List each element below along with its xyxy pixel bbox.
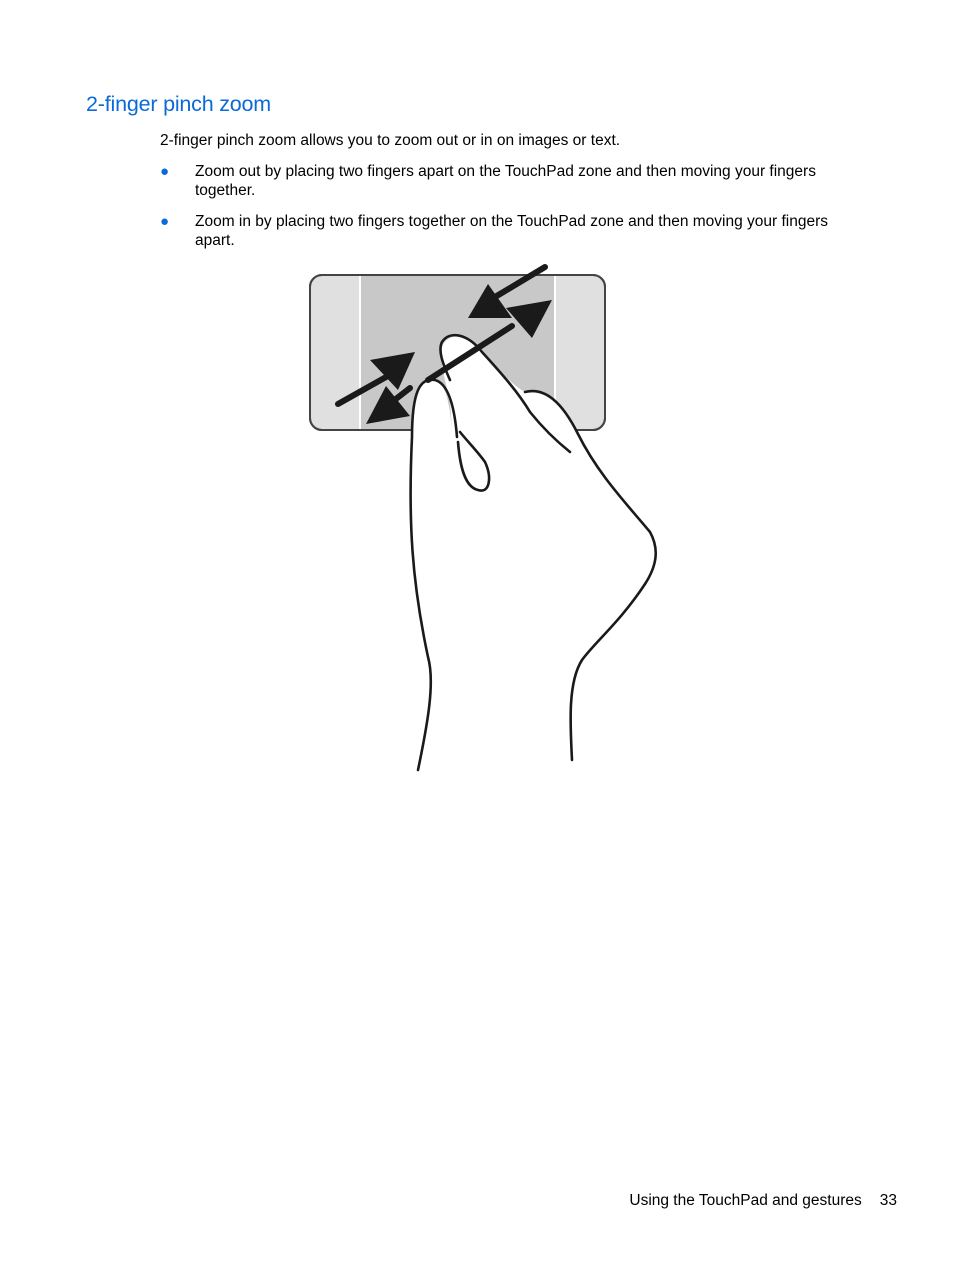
page-footer bbox=[629, 1192, 897, 1210]
intro-paragraph: 2-finger pinch zoom allows you to zoom out or in on images or text. bbox=[160, 132, 621, 149]
page-number: 33 bbox=[879, 1192, 897, 1209]
instruction-list bbox=[160, 162, 860, 262]
list-item bbox=[160, 212, 860, 250]
bullet-text-zoom-out: Zoom out by placing two fingers apart on the TouchPad zone and then moving your fingers together. bbox=[195, 163, 816, 199]
bullet-icon: ● bbox=[160, 213, 170, 230]
pinch-zoom-illustration bbox=[300, 262, 670, 774]
pinch-zoom-gesture-icon bbox=[300, 262, 670, 774]
hand-icon bbox=[411, 335, 656, 772]
footer-chapter-title: Using the TouchPad and gestures bbox=[629, 1192, 862, 1209]
bullet-text-zoom-in: Zoom in by placing two fingers together on the TouchPad zone and then moving your fingers apart. bbox=[195, 213, 829, 249]
section-title: 2-finger pinch zoom bbox=[86, 92, 272, 116]
list-item bbox=[160, 162, 860, 200]
bullet-icon: ● bbox=[160, 163, 170, 180]
